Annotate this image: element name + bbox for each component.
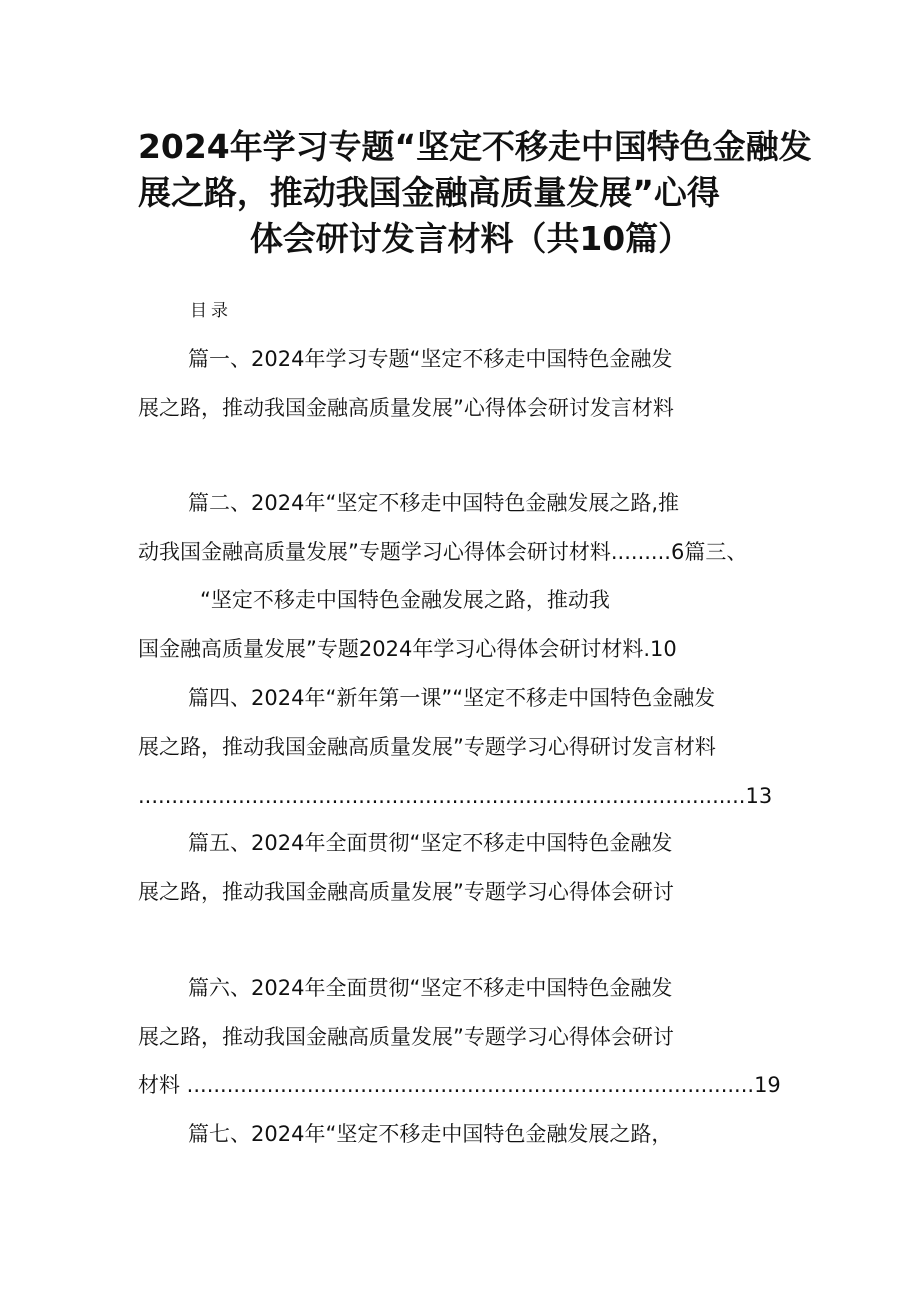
toc-heading: 目录 <box>190 301 232 321</box>
toc-line-14[interactable]: 材料 .....................................................................................19 <box>138 1073 781 1097</box>
title-line-3: 体会研讨发言材料（共10篇） <box>249 219 692 258</box>
toc-line-13[interactable]: 展之路，推动我国金融高质量发展”专题学习心得体会研讨 <box>138 1025 674 1049</box>
toc-line-9[interactable]: ...........................................................................................13 <box>138 784 773 808</box>
toc-line-2[interactable]: 展之路，推动我国金融高质量发展”心得体会研讨发言材料 <box>138 396 674 420</box>
toc-line-7[interactable]: 篇四、2024年“新年第一课”“坚定不移走中国特色金融发 <box>188 686 716 710</box>
toc-line-5[interactable]: “坚定不移走中国特色金融发展之路，推动我 <box>200 588 610 612</box>
toc-line-3[interactable]: 篇二、2024年“坚定不移走中国特色金融发展之路,推 <box>188 491 679 515</box>
toc-line-6[interactable]: 国金融高质量发展”专题2024年学习心得体会研讨材料.10 <box>138 637 677 661</box>
title-line-1: 2024年学习专题“坚定不移走中国特色金融发 <box>138 127 812 166</box>
toc-line-8[interactable]: 展之路，推动我国金融高质量发展”专题学习心得研讨发言材料 <box>138 735 716 759</box>
document-title <box>138 124 812 262</box>
toc-line-1[interactable]: 篇一、2024年学习专题“坚定不移走中国特色金融发 <box>188 347 673 371</box>
toc-line-12[interactable]: 篇六、2024年全面贯彻“坚定不移走中国特色金融发 <box>188 976 673 1000</box>
toc-line-15[interactable]: 篇七、2024年“坚定不移走中国特色金融发展之路， <box>188 1122 673 1146</box>
toc-line-10[interactable]: 篇五、2024年全面贯彻“坚定不移走中国特色金融发 <box>188 831 673 855</box>
toc-line-11[interactable]: 展之路，推动我国金融高质量发展”专题学习心得体会研讨 <box>138 880 674 904</box>
title-line-2: 展之路，推动我国金融高质量发展”心得 <box>138 173 720 212</box>
toc-line-4[interactable]: 动我国金融高质量发展”专题学习心得体会研讨材料.........6篇三、 <box>138 540 748 564</box>
